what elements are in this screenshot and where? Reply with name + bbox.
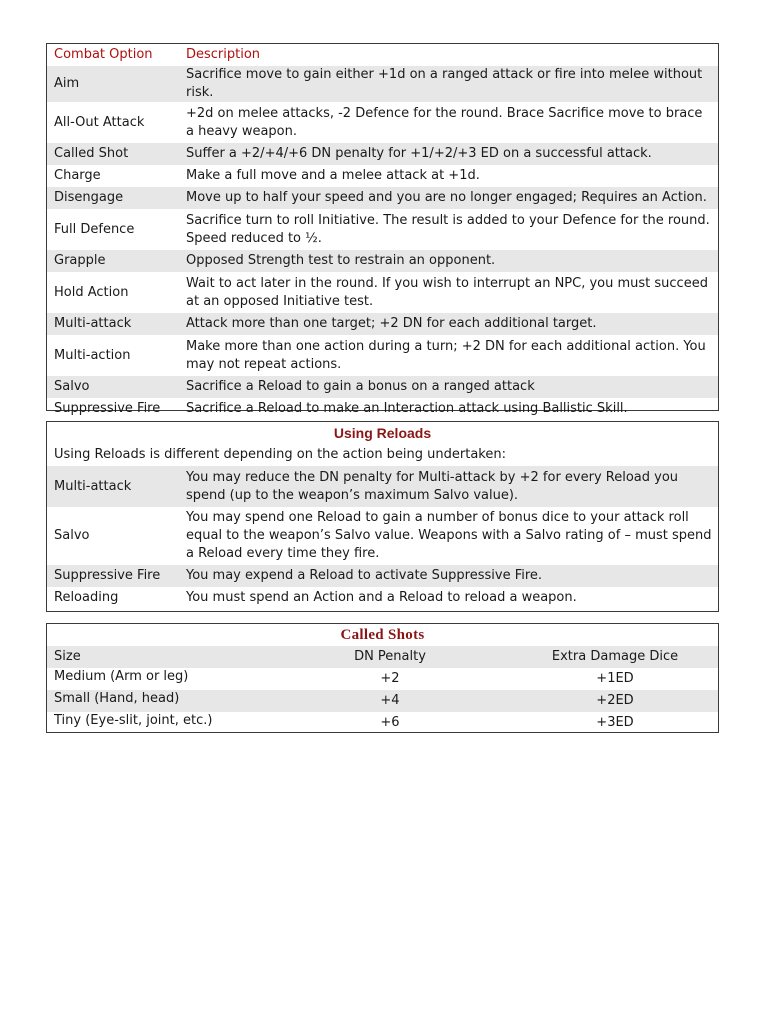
- table-row: [47, 507, 718, 565]
- header-size: Size: [47, 646, 268, 668]
- using-reloads-table: [46, 421, 719, 612]
- combat-option-name: Charge: [54, 168, 101, 183]
- table-header-row: [47, 646, 718, 668]
- reload-action-name: Reloading: [54, 590, 119, 605]
- reload-action-name: Multi-attack: [47, 466, 179, 507]
- table-row: [47, 668, 718, 690]
- combat-option-description: Wait to act later in the round. If you wish to interrupt an NPC, you must succeed at an opposed Initiative test.: [186, 275, 708, 309]
- called-shot-size: Medium (Arm or leg): [54, 669, 189, 684]
- table-row: [47, 102, 718, 143]
- combat-options-table: [46, 43, 719, 416]
- combat-option-description: Sacrifice turn to roll Initiative. The result is added to your Defence for the round. Speed reduced to ½.: [186, 212, 710, 246]
- combat-option-name: Aim: [47, 66, 179, 102]
- combat-option-name: Hold Action: [54, 284, 129, 300]
- table-row: [47, 187, 718, 209]
- combat-option-name: Suppressive Fire: [54, 401, 161, 416]
- called-shot-dn: +6: [380, 715, 400, 730]
- combat-option-name: Multi-attack: [47, 313, 179, 335]
- table-row: [47, 565, 718, 587]
- combat-option-name: Salvo: [47, 376, 179, 398]
- table-row: [47, 376, 718, 398]
- table-row: [47, 143, 718, 165]
- combat-option-name: Full Defence: [54, 221, 135, 237]
- header-dn-penalty: DN Penalty: [268, 646, 509, 668]
- table-header-row: [47, 44, 718, 66]
- called-shot-dn: +4: [268, 690, 509, 712]
- table-row: [47, 712, 718, 734]
- combat-option-name: Called Shot: [47, 143, 179, 165]
- table-row: [47, 398, 718, 420]
- reload-action-name: Suppressive Fire: [47, 565, 179, 587]
- combat-option-description: Make more than one action during a turn; +2 DN for each additional action. You may not repeat actions.: [186, 338, 706, 372]
- combat-option-name: All-Out Attack: [54, 114, 145, 130]
- combat-option-description: Sacrifice a Reload to make an Interaction attack using Ballistic Skill.: [186, 401, 628, 416]
- header-description: Description: [186, 47, 261, 62]
- table-row: [47, 466, 718, 507]
- called-shot-ed: +2ED: [509, 690, 718, 712]
- combat-option-name: Multi-action: [54, 347, 131, 363]
- header-combat-option: Combat Option: [54, 47, 153, 62]
- reload-action-text: You may expend a Reload to activate Suppressive Fire.: [179, 565, 718, 587]
- combat-option-description: Make a full move and a melee attack at +1d.: [186, 168, 480, 183]
- called-shot-ed: +1ED: [596, 671, 634, 686]
- called-shot-size: Tiny (Eye-slit, joint, etc.): [54, 713, 213, 728]
- combat-option-description: Sacrifice a Reload to gain a bonus on a ranged attack: [179, 376, 718, 398]
- reload-action-text: You may reduce the DN penalty for Multi-attack by +2 for every Reload you spend (up to the weapon’s maximum Salvo value).: [179, 466, 718, 507]
- header-extra-damage-dice: Extra Damage Dice: [509, 646, 718, 668]
- table-row: [47, 209, 718, 250]
- table-row: [47, 66, 718, 102]
- combat-option-description: Attack more than one target; +2 DN for each additional target.: [179, 313, 718, 335]
- table-row: [47, 313, 718, 335]
- using-reloads-intro: Using Reloads is different depending on the action being undertaken:: [54, 447, 506, 462]
- using-reloads-title: Using Reloads: [333, 425, 432, 441]
- combat-option-description: Suffer a +2/+4/+6 DN penalty for +1/+2/+3 ED on a successful attack.: [179, 143, 718, 165]
- combat-option-description: Opposed Strength test to restrain an opponent.: [179, 250, 718, 272]
- reload-action-text: You may spend one Reload to gain a number of bonus dice to your attack roll equal to the weapon’s Salvo value. Weapons with a Salvo rating of – must spend a Reload every time they fire.: [186, 510, 712, 561]
- called-shot-dn: +2: [380, 671, 400, 686]
- table-row: [47, 335, 718, 376]
- table-row: [47, 272, 718, 313]
- called-shots-table: [46, 623, 719, 733]
- reload-action-name: Salvo: [54, 528, 90, 543]
- called-shot-size: Small (Hand, head): [47, 690, 268, 712]
- table-row: [47, 690, 718, 712]
- table-row: [47, 250, 718, 272]
- called-shots-title: Called Shots: [340, 627, 425, 643]
- combat-option-description: Sacrifice move to gain either +1d on a ranged attack or fire into melee without risk.: [179, 66, 718, 102]
- combat-option-name: Disengage: [47, 187, 179, 209]
- combat-option-description: Move up to half your speed and you are no longer engaged; Requires an Action.: [179, 187, 718, 209]
- combat-option-name: Grapple: [47, 250, 179, 272]
- combat-option-description: +2d on melee attacks, -2 Defence for the round. Brace Sacrifice move to brace a heavy weapon.: [186, 105, 703, 139]
- reload-action-text: You must spend an Action and a Reload to reload a weapon.: [186, 590, 577, 605]
- called-shot-ed: +3ED: [596, 715, 634, 730]
- table-row: [47, 165, 718, 187]
- table-row: [47, 587, 718, 609]
